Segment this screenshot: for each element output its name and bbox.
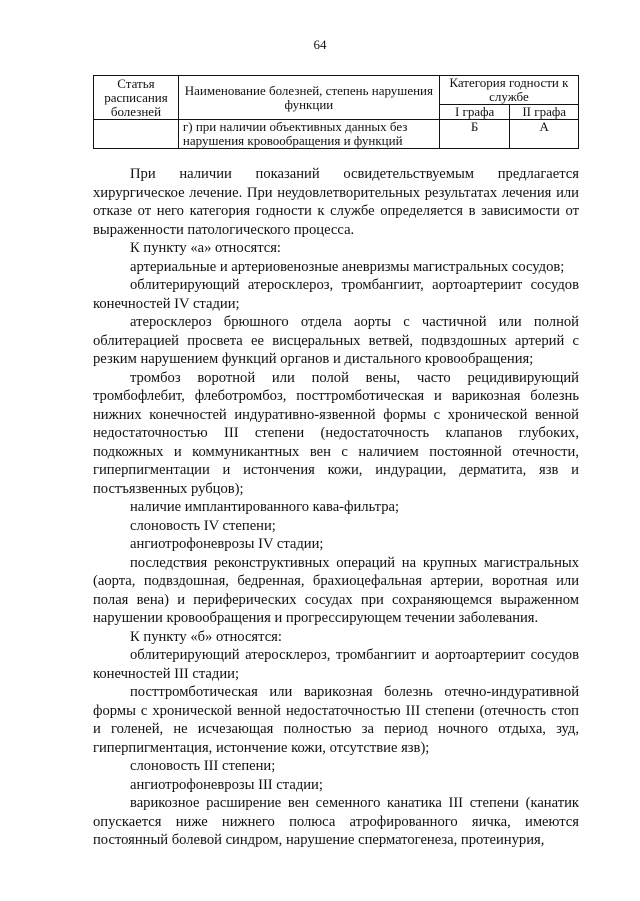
paragraph: При наличии показаний освидетельствуемым предлагается хирургическое лечение. При неудовлетворительных результатах лечения или отказе от него категория годности к службе определяется в зависимости от выраженности патологического процесса. xyxy=(93,166,579,238)
col-header-graph-2: II графа xyxy=(510,105,579,120)
paragraph: наличие имплантированного кава-фильтра; xyxy=(130,499,400,515)
paragraph: слоновость IV степени; xyxy=(130,517,276,534)
page-number: 64 xyxy=(313,37,327,52)
paragraph: ангиотрофоневрозы IV стадии; xyxy=(130,536,324,552)
cell-graph-2: А xyxy=(510,120,579,149)
paragraph: тромбоз воротной или полой вены, часто рецидивирующий тромбофлебит, флеботромбоз, посттромботическая и варикозная болезнь нижних конечностей индуративно-язвенной формы с хронической венной недостаточностью III степени (недостаточность клапанов глубоких, подкожных и коммуникантных вен с наличием постоянной отечности, гиперпигментации и истончения кожи, индурации, дерматита, язв и постъязвенных рубцов); xyxy=(93,369,579,497)
paragraph: облитерирующий атеросклероз, тромбангиит, аортоартериит сосудов конечностей IV стадии; xyxy=(93,277,579,312)
category-table xyxy=(93,75,579,149)
table-row xyxy=(94,120,579,149)
cell-graph-1: Б xyxy=(439,120,510,149)
cell-article xyxy=(94,120,179,149)
paragraph: артериальные и артериовенозные аневризмы магистральных сосудов; xyxy=(130,258,565,275)
cell-disease: г) при наличии объективных данных без нарушения кровообращения и функций xyxy=(178,120,439,149)
paragraph: атеросклероз брюшного отдела аорты с частичной или полной облитерацией просвета ее висцеральных ветвей, подвздошных артерий с резким нарушением функций органов и дистального кровообращения; xyxy=(93,314,579,367)
paragraph: К пункту «а» относятся: xyxy=(130,240,281,256)
paragraph: посттромботическая или варикозная болезнь отечно-индуративной формы с хронической венной недостаточностью III степени (отечность стоп и голеней, не исчезающая полностью за период ночного отдыха, зуд, гиперпигментация, истончение кожи, отсутствие язв); xyxy=(93,684,579,756)
paragraph: ангиотрофоневрозы III стадии; xyxy=(130,776,323,793)
col-header-graph-1: I графа xyxy=(439,105,510,120)
col-header-category: Категория годности к службе xyxy=(439,76,578,105)
col-header-disease: Наименование болезней, степень нарушения функции xyxy=(178,76,439,120)
paragraph: облитерирующий атеросклероз, тромбангиит и аортоартериит сосудов конечностей III стадии; xyxy=(93,647,579,682)
paragraph: слоновость III степени; xyxy=(130,758,276,774)
col-header-article: Статья расписания болезней xyxy=(94,76,179,120)
paragraph: последствия реконструктивных операций на крупных магистральных (аорта, подвздошная, бедренная, брахиоцефальная артерии, воротная или полая вена) и периферических сосудах при сохраняющемся выраженном нарушении кровообращения и прогрессирующем течении заболевания. xyxy=(93,554,579,626)
paragraph: К пункту «б» относятся: xyxy=(130,628,282,645)
paragraph: варикозное расширение вен семенного канатика III степени (канатик опускается ниже нижнего полюса атрофированного яичка, имеются постоянный болевой синдром, нарушение сперматогенеза, протеинурия, xyxy=(93,795,579,848)
document-body xyxy=(93,165,579,850)
